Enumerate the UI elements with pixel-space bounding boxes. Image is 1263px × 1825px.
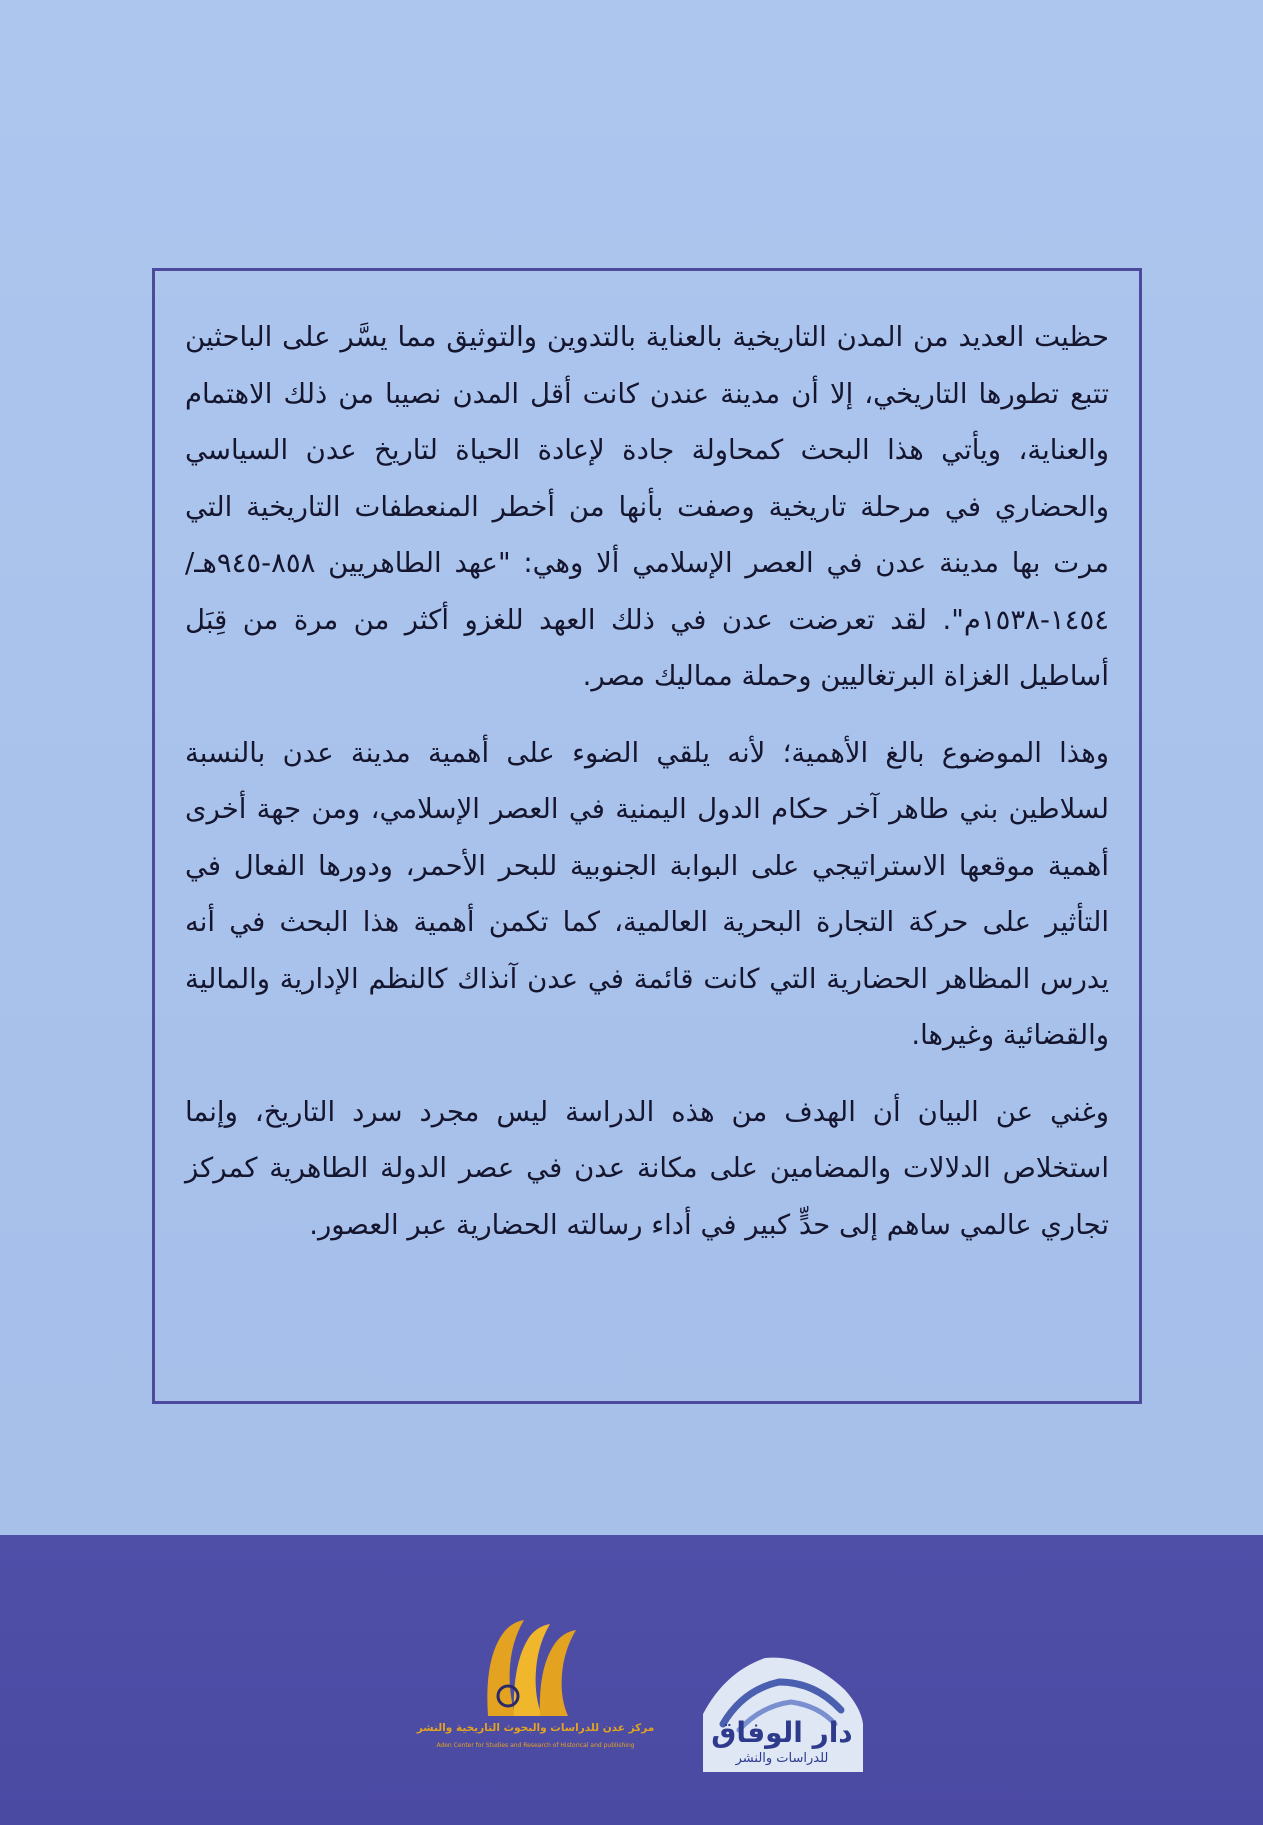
- wefaq-tagline: للدراسات والنشر: [735, 1751, 829, 1766]
- aden-center-name-en: Aden Center for Studies and Research of Historical and publishing: [436, 1742, 635, 1749]
- blurb-text: [185, 309, 1109, 1273]
- aden-center-name-ar: مركز عدن للدراسات والبحوث التاريخية والنشر: [416, 1722, 655, 1734]
- dar-alwefaq-logo: [695, 1652, 870, 1777]
- paragraph-2: وهذا الموضوع بالغ الأهمية؛ لأنه يلقي الضوء على أهمية مدينة عدن بالنسبة لسلاطين بني طاهر آخر حكام الدول اليمنية في العصر الإسلامي، ومن جهة أخرى أهمية موقعها الاستراتيجي على البوابة الجنوبية للبحر الأحمر، ودورها الفعال في التأثير على حركة التجارة البحرية العالمية، كما تكمن أهمية هذا البحث في أنه يدرس المظاهر الحضارية التي كانت قائمة في عدن آنذاك كالنظم الإدارية والمالية والقضائية وغيرها.: [185, 736, 1109, 1051]
- aden-emblem-icon: [408, 1618, 668, 1718]
- wefaq-name: دار الوفاق: [711, 1716, 853, 1749]
- text-frame: [152, 268, 1142, 1404]
- paragraph-1: حظيت العديد من المدن التاريخية بالعناية بالتدوين والتوثيق مما يسَّر على الباحثين تتبع تطورها التاريخي، إلا أن مدينة عندن كانت أقل المدن نصيبا من ذلك الاهتمام والعناية، ويأتي هذا البحث كمحاولة جادة لإعادة الحياة لتاريخ عدن السياسي والحضاري في مرحلة تاريخية وصفت بأنها من أخطر المنعطفات التاريخية التي مرت بها مدينة عدن في العصر الإسلامي ألا وهي: "عهد الطاهريين ٨٥٨-٩٤٥هـ/١٤٥٤-١٥٣٨م". لقد تعرضت عدن في ذلك العهد للغزو أكثر من مرة من قِبَل أساطيل الغزاة البرتغاليين وحملة مماليك مصر.: [185, 321, 1109, 692]
- paragraph-3: وغني عن البيان أن الهدف من هذه الدراسة ليس مجرد سرد التاريخ، وإنما استخلاص الدلالات والمضامين على مكانة عدن في عصر الدولة الطاهرية كمركز تجاري عالمي ساهم إلى حدٍّ كبير في أداء رسالته الحضارية عبر العصور.: [185, 1095, 1109, 1241]
- aden-center-logo: [408, 1618, 668, 1768]
